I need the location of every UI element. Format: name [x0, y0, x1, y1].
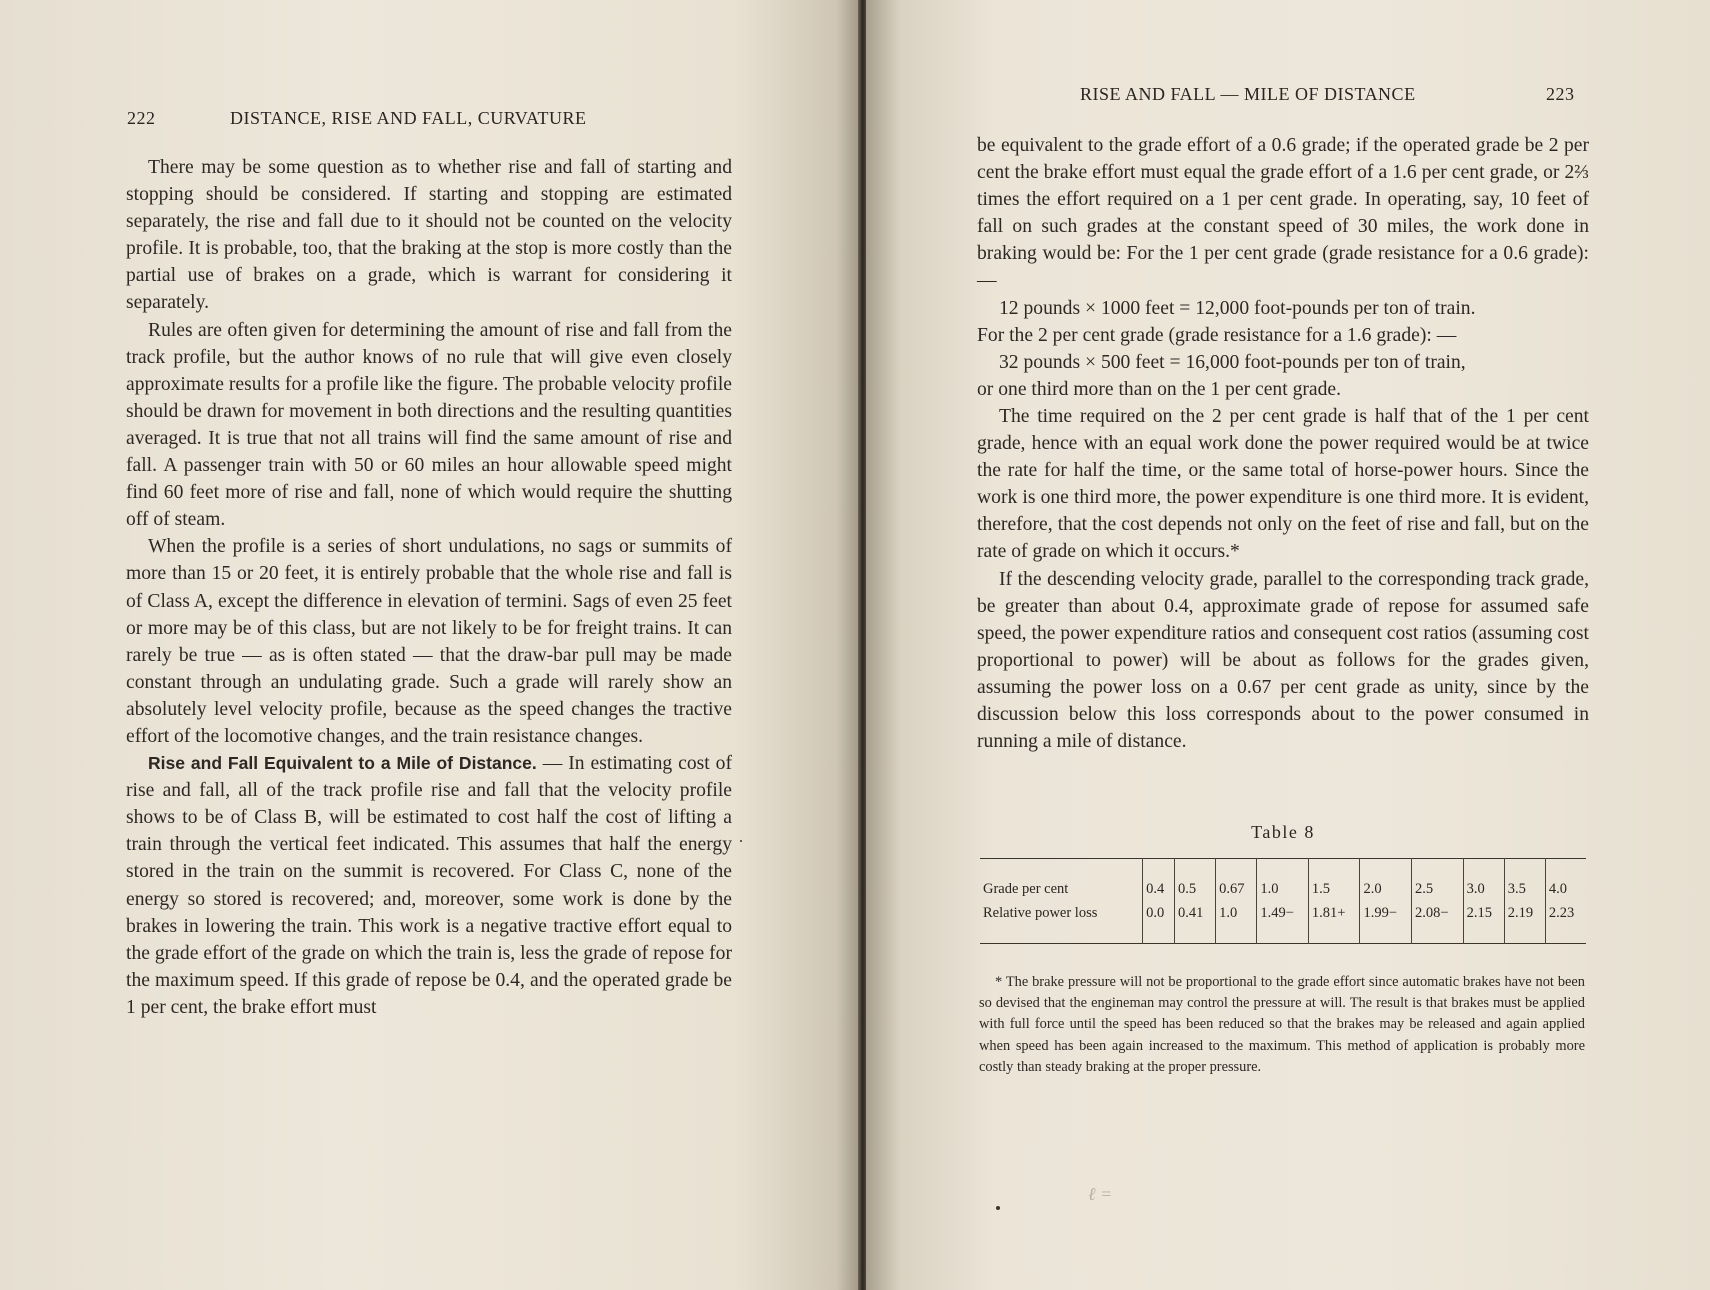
row-label-grade: Grade per cent — [983, 880, 1069, 897]
formula-1: 12 pounds × 1000 feet = 12,000 foot-pounds per ton of train. — [999, 297, 1476, 319]
table-cell: 1.81+ — [1308, 901, 1360, 944]
table-cell: 0.0 — [1143, 901, 1175, 944]
pencil-mark: ℓ = — [1088, 1184, 1113, 1204]
table-cell: 0.67 — [1216, 859, 1257, 902]
table-cell: 3.0 — [1463, 859, 1504, 902]
left-page-number: 222 — [127, 108, 156, 128]
paper-speck — [996, 1206, 1000, 1210]
table-cell: 0.41 — [1175, 901, 1216, 944]
table-cell: 0.5 — [1175, 859, 1216, 902]
right-page — [866, 0, 1710, 1290]
right-body — [977, 132, 1589, 755]
table-cell: 1.0 — [1216, 901, 1257, 944]
table-cell: 1.0 — [1257, 859, 1309, 902]
table-row — [980, 859, 1586, 902]
section-heading: Rise and Fall Equivalent to a Mile of Distance. — [148, 753, 537, 774]
table-cell: 1.99− — [1360, 901, 1412, 944]
right-running-head: RISE AND FALL — MILE OF DISTANCE — [1080, 84, 1416, 104]
right-page-number: 223 — [1546, 84, 1575, 104]
table-cell: 2.19 — [1504, 901, 1545, 944]
right-paragraph-1: be equivalent to the grade effort of a 0.6 grade; if the operated grade be 2 per cent the brake effort must equal the grade effort of a 1.6 per cent grade, or 2⅔ times the effort required on a 1 per cent grade. In operating, say, 10 feet of fall on such grades at the constant speed of 30 miles, the work done in braking would be: For the 1 per cent grade (grade resistance for a 0.6 grade): — — [977, 135, 1589, 292]
formula-2: 32 pounds × 500 feet = 16,000 foot-pounds per ton of train, — [999, 351, 1466, 373]
table-cell: 2.08− — [1412, 901, 1464, 944]
table-title: Table 8 — [1251, 822, 1315, 842]
table-cell: 4.0 — [1545, 859, 1586, 902]
left-running-head: DISTANCE, RISE AND FALL, CURVATURE — [230, 108, 587, 128]
table-cell: 2.5 — [1412, 859, 1464, 902]
table-row — [980, 901, 1586, 944]
row-label-power-loss: Relative power loss — [983, 904, 1098, 921]
table-cell: 1.5 — [1308, 859, 1360, 902]
table-cell: 3.5 — [1504, 859, 1545, 902]
left-section-paragraph — [126, 750, 732, 1021]
right-paragraph-3: or one third more than on the 1 per cent grade. — [977, 378, 1341, 400]
table-cell: 1.49− — [1257, 901, 1309, 944]
footnote-text: * The brake pressure will not be proportional to the grade effort since automatic brakes have not been so devised that the engineman may control the pressure at will. The result is that brakes must be applied with full force until the speed has been reduced so that the brakes may be released and again applied when speed has been again increased to the maximum. This method of application is probably more costly than steady braking at the proper pressure. — [979, 974, 1585, 1075]
right-paragraph-2: For the 2 per cent grade (grade resistance for a 1.6 grade): — — [977, 324, 1457, 346]
left-paragraph-3: When the profile is a series of short undulations, no sags or summits of more than 15 or 20 feet, it is entirely probable that the whole rise and fall is of Class A, except the difference in elevation of termini. Sags of even 25 feet or more may be of this class, but are not likely to be for freight trains. It can rarely be true — as is often stated — that the draw-bar pull may be made constant through an undulating grade. Such a grade will rarely show an absolutely level velocity profile, because as the speed changes the tractive effort of the locomotive changes, and the train resistance changes. — [126, 536, 732, 747]
left-paragraph-2: Rules are often given for determining the amount of rise and fall from the track profile, but the author knows of no rule that will give even closely approximate results for a profile like the figure. The probable velocity profile should be drawn for movement in both directions and the resulting quantities averaged. It is true that not all trains will find the same amount of rise and fall. A passenger train with 50 or 60 miles an hour allowable speed might find 60 feet more of rise and fall, none of which would require the shutting off of steam. — [126, 319, 732, 531]
left-body — [126, 154, 732, 1021]
table-cell: 0.4 — [1143, 859, 1175, 902]
table-8 — [980, 858, 1586, 944]
table-cell: 2.0 — [1360, 859, 1412, 902]
right-paragraph-4: The time required on the 2 per cent grade is half that of the 1 per cent grade, hence with an equal work done the power required would be at twice the rate for half the time, or the same total of horse-power hours. Since the work is one third more, the power expenditure is one third more. It is evident, therefore, that the cost depends not only on the feet of rise and fall, but on the rate of grade on which it occurs.* — [977, 405, 1589, 563]
table-cell: 2.23 — [1545, 901, 1586, 944]
table-cell: 2.15 — [1463, 901, 1504, 944]
left-paragraph-1: There may be some question as to whether rise and fall of starting and stopping should be considered. If starting and stopping are estimated separately, the rise and fall due to it should not be counted on the velocity profile. It is probable, too, that the braking at the stop is more costly than the partial use of brakes on a grade, which is warrant for considering it separately. — [126, 157, 732, 314]
right-paragraph-5: If the descending velocity grade, parallel to the corresponding track grade, be greater than about 0.4, approximate grade of repose for assumed safe speed, the power expenditure ratios and consequent cost ratios (assuming cost proportional to power) will be about as follows for the grades given, assuming the power loss on a 0.67 per cent grade as unity, since by the discussion below this loss corresponds about to the power consumed in running a mile of distance. — [977, 568, 1589, 753]
section-text: — In estimating cost of rise and fall, all of the track profile rise and fall that the velocity profile shows to be of Class B, will be estimated to cost half the cost of lifting a train through the vertical feet indicated. This assumes that half the energy stored in the train on the summit is recovered. For Class C, none of the energy so stored is recovered; and, moreover, some work is done by the brakes in lowering the train. This work is a negative tractive effort equal to the grade effort of the grade on which the train is, less the grade of repose for the maximum speed. If this grade of repose be 0.4, and the operated grade be 1 per cent, the brake effort must — [126, 753, 732, 1018]
footnote — [979, 972, 1585, 1078]
paper-speck — [740, 840, 742, 842]
